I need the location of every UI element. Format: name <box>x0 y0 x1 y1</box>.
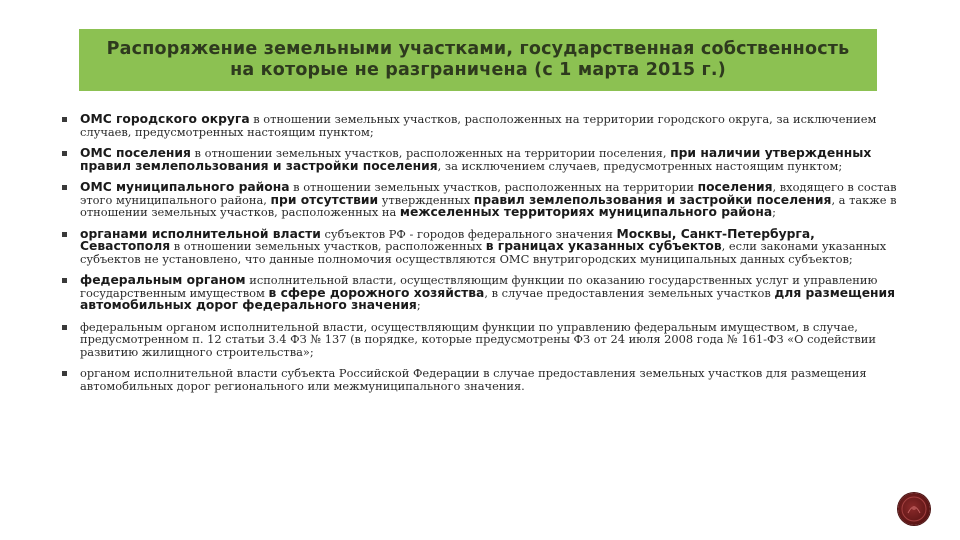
title-line-2: на которые не разграничена (с 1 марта 2015 г.) <box>230 60 726 80</box>
square-bullet-icon <box>62 232 67 237</box>
item-bold-text: межселенных территориях муниципального района <box>399 205 773 219</box>
item-text: , за исключением случаев, предусмотренных настоящим пунктом; <box>437 158 843 173</box>
title-bar <box>79 29 877 91</box>
square-bullet-icon <box>62 278 67 283</box>
square-bullet-icon <box>62 325 67 330</box>
item-bold-text: при наличии утвержденных правил землепользования и застройки поселения <box>80 146 872 173</box>
item-bold-text: при отсутствии <box>270 192 379 207</box>
item-bold-text: поселения <box>697 180 773 194</box>
item-text: в отношении земельных участков, расположенных на территории <box>289 180 698 194</box>
square-bullet-icon <box>62 185 67 190</box>
square-bullet-icon <box>62 151 67 156</box>
item-text: органом исполнительной власти субъекта Российской Федерации в случае предоставления земельных участков для размещения автомобильных дорог регионального или межмуниципального значения. <box>80 366 867 393</box>
bullet-list <box>62 113 906 401</box>
item-bold-text: федеральным органом <box>80 273 246 287</box>
item-text: субъектов РФ - городов федерального значения <box>320 226 617 241</box>
item-bold-text: ОМС городского округа <box>80 112 250 126</box>
item-bold-text: ОМС поселения <box>80 146 191 160</box>
square-bullet-icon <box>62 371 67 376</box>
list-item <box>62 181 906 219</box>
item-bold-text: для размещения автомобильных дорог федерального значения <box>80 285 896 312</box>
item-text: , в случае предоставления земельных участков <box>484 285 775 300</box>
list-item <box>62 321 906 359</box>
item-text: ; <box>772 205 776 219</box>
list-item <box>62 113 906 138</box>
list-item <box>62 228 906 266</box>
item-text: федеральным органом исполнительной власти, осуществляющим функции по управлению федеральным имуществом, в случае, предусмотренном п. 12 статьи 3.4 ФЗ № 137 (в порядке, которые предусмотрены ФЗ от 24 июля 2008 года № 161-ФЗ «О содействии развитию жилищного строительства»; <box>80 319 876 359</box>
item-text: , если законами указанных субъектов не установлено, что данные полномочия осуществляются ОМС внутригородских муниципальных данных субъектов; <box>80 239 887 266</box>
item-bold-text: органами исполнительной власти <box>80 226 321 241</box>
list-item <box>62 367 906 392</box>
slide-title <box>107 39 850 81</box>
item-text: , входящего в состав этого муниципального района, <box>80 180 897 207</box>
item-bold-text: ОМС муниципального района <box>80 180 290 194</box>
item-bold-text: в сфере дорожного хозяйства <box>268 285 485 300</box>
square-bullet-icon <box>62 117 67 122</box>
list-item <box>62 147 906 172</box>
item-text: ; <box>416 298 421 312</box>
item-text: в отношении земельных участков, расположенных на территории городского округа, за исключением случаев, предусмотренных настоящим пунктом; <box>80 112 877 139</box>
round-emblem-icon <box>898 493 930 525</box>
item-bold-text: в границах указанных субъектов <box>485 239 722 253</box>
item-text: исполнительной власти, осуществляющим функции по оказанию государственных услуг и управлению государственным имуществом <box>80 273 878 300</box>
item-text: в отношении земельных участков, расположенных <box>170 239 486 253</box>
item-text: утвержденных <box>378 192 474 207</box>
item-bold-text: правил землепользования и застройки поселения <box>473 192 832 207</box>
item-text: , а также в отношении земельных участков, расположенных на <box>80 192 897 219</box>
list-item <box>62 274 906 312</box>
title-line-1: Распоряжение земельными участками, государственная собственность <box>106 39 850 59</box>
item-text: в отношении земельных участков, расположенных на территории поселения, <box>190 146 671 160</box>
item-bold-text: Москвы, Санкт-Петербурга, Севастополя <box>80 226 815 253</box>
